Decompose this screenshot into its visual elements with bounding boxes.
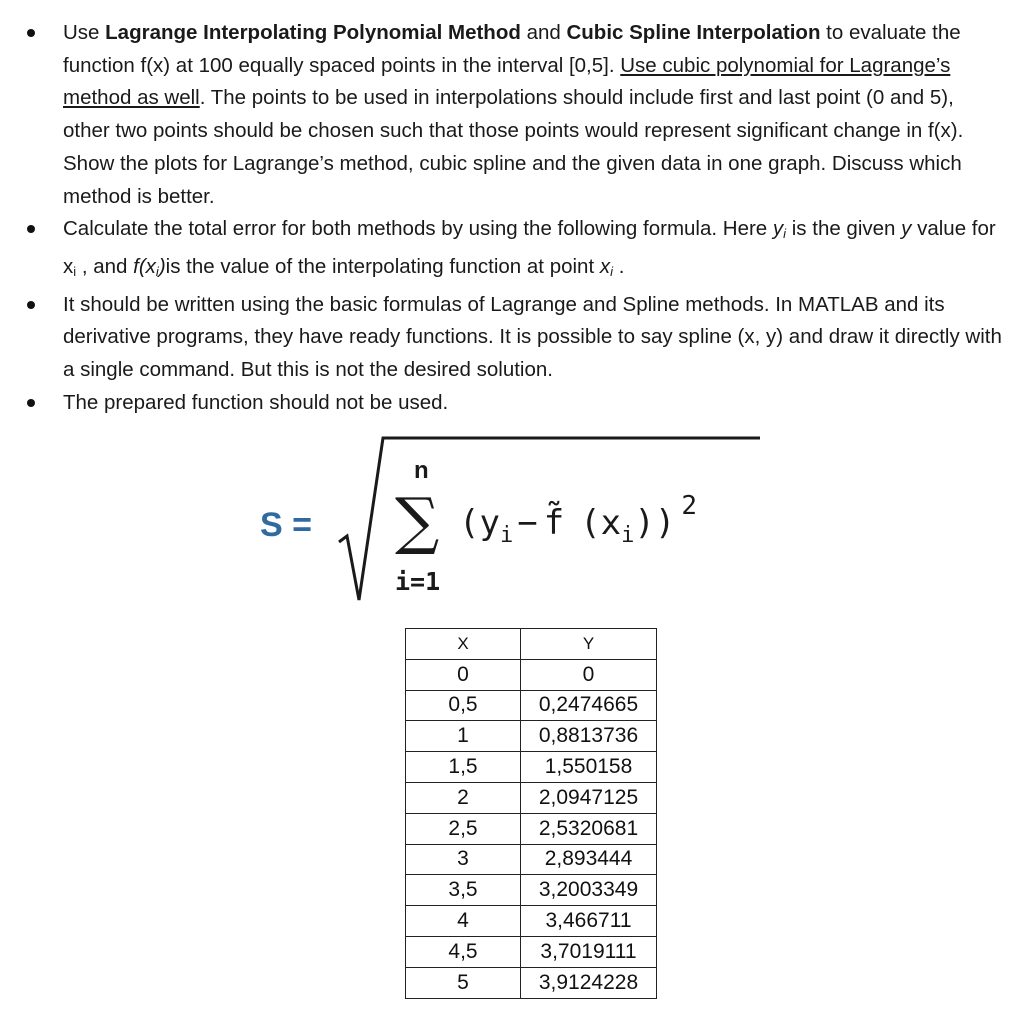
cell-x: 4: [406, 906, 521, 937]
sum-upper-limit: n: [414, 457, 429, 484]
cell-x: 2,5: [406, 813, 521, 844]
bullet-dot-icon: [27, 399, 35, 407]
cell-y: 3,2003349: [521, 875, 657, 906]
cell-x: 1,5: [406, 752, 521, 783]
cell-y: 0: [521, 659, 657, 690]
cell-y: 3,466711: [521, 906, 657, 937]
formula-body: ($y_i$ − f̃ $(x_i)$) $^2$: [459, 491, 697, 548]
table-row: [406, 967, 657, 998]
cell-y: 3,9124228: [521, 967, 657, 998]
sum-lower-limit: i=1: [395, 567, 441, 596]
table-row: [406, 721, 657, 752]
cell-x: 1: [406, 721, 521, 752]
bullet-item-1: [0, 17, 1024, 213]
table-row: [406, 813, 657, 844]
cell-y: 2,5320681: [521, 813, 657, 844]
data-table: [405, 628, 657, 999]
cell-y: 1,550158: [521, 752, 657, 783]
cell-x: 4,5: [406, 936, 521, 967]
header-x: X: [406, 629, 521, 660]
table-header-row: [406, 629, 657, 660]
cell-x: 3: [406, 844, 521, 875]
cell-y: 3,7019111: [521, 936, 657, 967]
bullet-item-3: [0, 289, 1024, 387]
bullet-dot-icon: [27, 301, 35, 309]
table-row: [406, 659, 657, 690]
cubic-spline-method-name: Cubic Spline Interpolation: [566, 21, 821, 44]
table-row: [406, 844, 657, 875]
cubic-lagrange-note: Use cubic polynomial for Lagrange’s method as well: [63, 53, 951, 110]
table-row: [406, 752, 657, 783]
bullet-1-text: Use Lagrange Interpolating Polynomial Method and Cubic Spline Interpolation to evaluate the function f(x) at 100 equally spaced points in the interval [0,5]. Use cubic polynomial for Lagrange’s method as well. The points to be used in interpolations should include first and last point (0 and 5), other two points should be chosen such that those points would represent significant change in f(x). Show the plots for Lagrange’s method, cubic spline and the given data in one graph. Discuss which method is better.: [63, 21, 964, 208]
bullet-2-text: Calculate the total error for both methods by using the following formula. Here $y_i$ is the given y value for $x_i$ , and $f(x_i)is$ the value of the interpolating function at point $x_i$ .: [63, 217, 996, 279]
cell-y: 0,8813736: [521, 721, 657, 752]
bullet-item-4: [0, 387, 1024, 420]
cell-x: 2: [406, 782, 521, 813]
error-formula: [255, 430, 775, 620]
table-row: [406, 690, 657, 721]
table-row: [406, 875, 657, 906]
bullet-dot-icon: [27, 225, 35, 233]
table-row: [406, 782, 657, 813]
lagrange-method-name: Lagrange Interpolating Polynomial Method: [105, 21, 521, 44]
instruction-list: [0, 17, 1024, 419]
formula-lhs: S =: [260, 506, 312, 544]
header-y: Y: [521, 629, 657, 660]
sigma-icon: ∑: [395, 484, 440, 557]
cell-x: 0: [406, 659, 521, 690]
table-row: [406, 936, 657, 967]
table-row: [406, 906, 657, 937]
cell-y: 0,2474665: [521, 690, 657, 721]
cell-x: 0,5: [406, 690, 521, 721]
bullet-3-text: It should be written using the basic formulas of Lagrange and Spline methods. In MATLAB and its derivative programs, they have ready functions. It is possible to say spline (x, y) and draw it directly with a single command. But this is not the desired solution.: [63, 292, 1002, 382]
data-table-container: [405, 628, 657, 999]
cell-x: 5: [406, 967, 521, 998]
cell-x: 3,5: [406, 875, 521, 906]
bullet-dot-icon: [27, 29, 35, 37]
bullet-item-2: [0, 213, 1024, 288]
bullet-4-text: The prepared function should not be used.: [63, 390, 449, 414]
cell-y: 2,0947125: [521, 782, 657, 813]
cell-y: 2,893444: [521, 844, 657, 875]
